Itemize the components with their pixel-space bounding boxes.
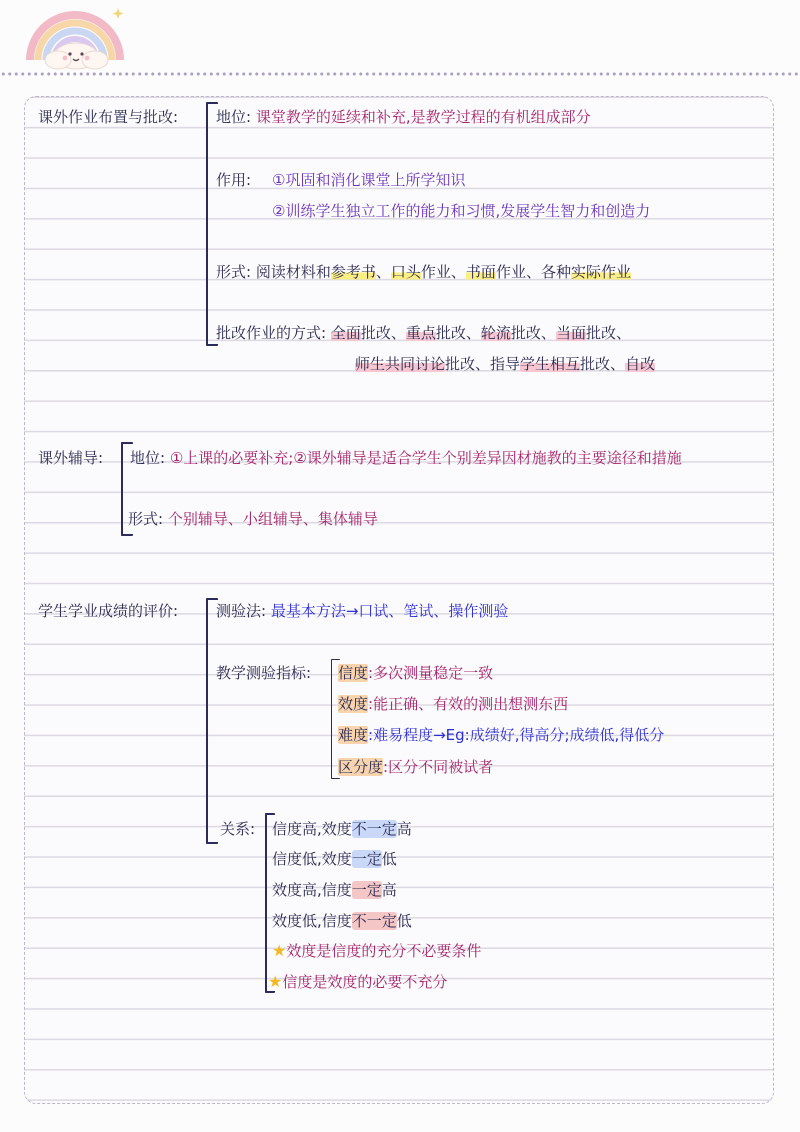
text: 信度低,效度 <box>272 850 352 868</box>
label: 地位: <box>216 108 252 126</box>
text: 批改、 <box>585 324 631 342</box>
section-title-homework: 课外作业布置与批改: <box>38 108 179 126</box>
highlight: 一定 <box>351 881 382 899</box>
bracket <box>265 813 275 993</box>
text: 批改、 <box>435 324 481 342</box>
highlight: 当面 <box>555 324 586 342</box>
method-row <box>216 323 631 343</box>
text: 低 <box>381 850 397 868</box>
highlight: 全面 <box>330 324 361 342</box>
text: 低 <box>396 912 412 930</box>
rainbow-cloud-icon <box>18 2 138 74</box>
indicator-row <box>338 663 493 683</box>
section-title-evaluation: 学生学业成绩的评价: <box>38 602 179 620</box>
text: 作业、 <box>420 263 466 281</box>
relation-row <box>272 819 412 839</box>
text: 批改、 <box>360 324 406 342</box>
indicator-term: 难度 <box>338 726 369 744</box>
text: 批改、指导 <box>445 355 521 373</box>
indicator-term: 区分度 <box>338 758 384 776</box>
indicator-desc: :区分不同被试者 <box>383 758 494 776</box>
label: 形式: <box>216 263 252 281</box>
section-title-tutoring: 课外辅导: <box>38 449 104 467</box>
text: 信度高,效度 <box>272 820 352 838</box>
text: 效度低,信度 <box>272 912 352 930</box>
highlight: 实际作业 <box>570 263 631 281</box>
value: ①上课的必要补充;②课外辅导是适合学生个别差异因材施教的主要途径和措施 <box>169 449 682 467</box>
highlight: 自改 <box>625 355 656 373</box>
text: 高 <box>396 820 412 838</box>
star-icon: ★ <box>272 941 287 960</box>
value: 个别辅导、小组辅导、集体辅导 <box>167 510 378 528</box>
status-row <box>216 107 591 127</box>
relation-label: 关系: <box>220 820 256 838</box>
label: 地位: <box>130 449 166 467</box>
method-row-continued <box>355 354 655 374</box>
star-note-row <box>272 941 481 961</box>
text: 阅读材料和 <box>255 263 331 281</box>
highlight: 重点 <box>405 324 436 342</box>
bracket <box>206 102 218 346</box>
function-label: 作用: <box>216 171 252 189</box>
indicator-term: 效度 <box>338 695 369 713</box>
highlight: 参考书 <box>330 263 376 281</box>
highlight: 书面 <box>465 263 496 281</box>
text: 效度高,信度 <box>272 881 352 899</box>
indicator-desc: :多次测量稳定一致 <box>368 664 494 682</box>
indicator-row <box>338 757 493 777</box>
page-header <box>0 0 800 80</box>
highlight: 轮流 <box>480 324 511 342</box>
form-row <box>216 262 631 282</box>
star-icon: ★ <box>268 972 283 991</box>
indicator-desc: :能正确、有效的测出想测东西 <box>368 695 569 713</box>
status-row <box>130 448 682 468</box>
highlight: 一定 <box>351 850 382 868</box>
relation-row <box>272 911 412 931</box>
dotted-divider <box>0 72 800 76</box>
text: 、 <box>375 263 391 281</box>
highlight: 口头 <box>390 263 421 281</box>
text: 批改、 <box>510 324 556 342</box>
value: 最基本方法→口试、笔试、操作测验 <box>270 602 509 620</box>
star-note: 效度是信度的充分不必要条件 <box>286 942 482 960</box>
text: 作业、各种 <box>495 263 571 281</box>
star-note-row <box>268 972 447 992</box>
text: 高 <box>381 881 397 899</box>
bracket <box>206 598 218 844</box>
highlight: 师生共同讨论 <box>355 355 446 373</box>
label: 测验法: <box>216 602 267 620</box>
star-note: 信度是效度的必要不充分 <box>282 973 448 991</box>
indicator-term: 信度 <box>338 664 369 682</box>
indicator-row <box>338 725 664 745</box>
indicator-label: 教学测验指标: <box>216 664 312 682</box>
highlight: 学生相互 <box>520 355 581 373</box>
relation-row <box>272 880 397 900</box>
form-row <box>128 509 378 529</box>
highlight: 不一定 <box>351 912 397 930</box>
function-item: ①巩固和消化课堂上所学知识 <box>272 171 466 189</box>
indicator-desc: :难易程度→Eg:成绩好,得高分;成绩低,得低分 <box>368 726 665 744</box>
value: 课堂教学的延续和补充,是教学过程的有机组成部分 <box>255 108 591 126</box>
text: 批改、 <box>580 355 626 373</box>
label: 批改作业的方式: <box>216 324 327 342</box>
test-row <box>216 601 508 621</box>
function-item: ②训练学生独立工作的能力和习惯,发展学生智力和创造力 <box>272 202 651 220</box>
label: 形式: <box>128 510 164 528</box>
highlight: 不一定 <box>351 820 397 838</box>
indicator-row <box>338 694 568 714</box>
relation-row <box>272 849 397 869</box>
